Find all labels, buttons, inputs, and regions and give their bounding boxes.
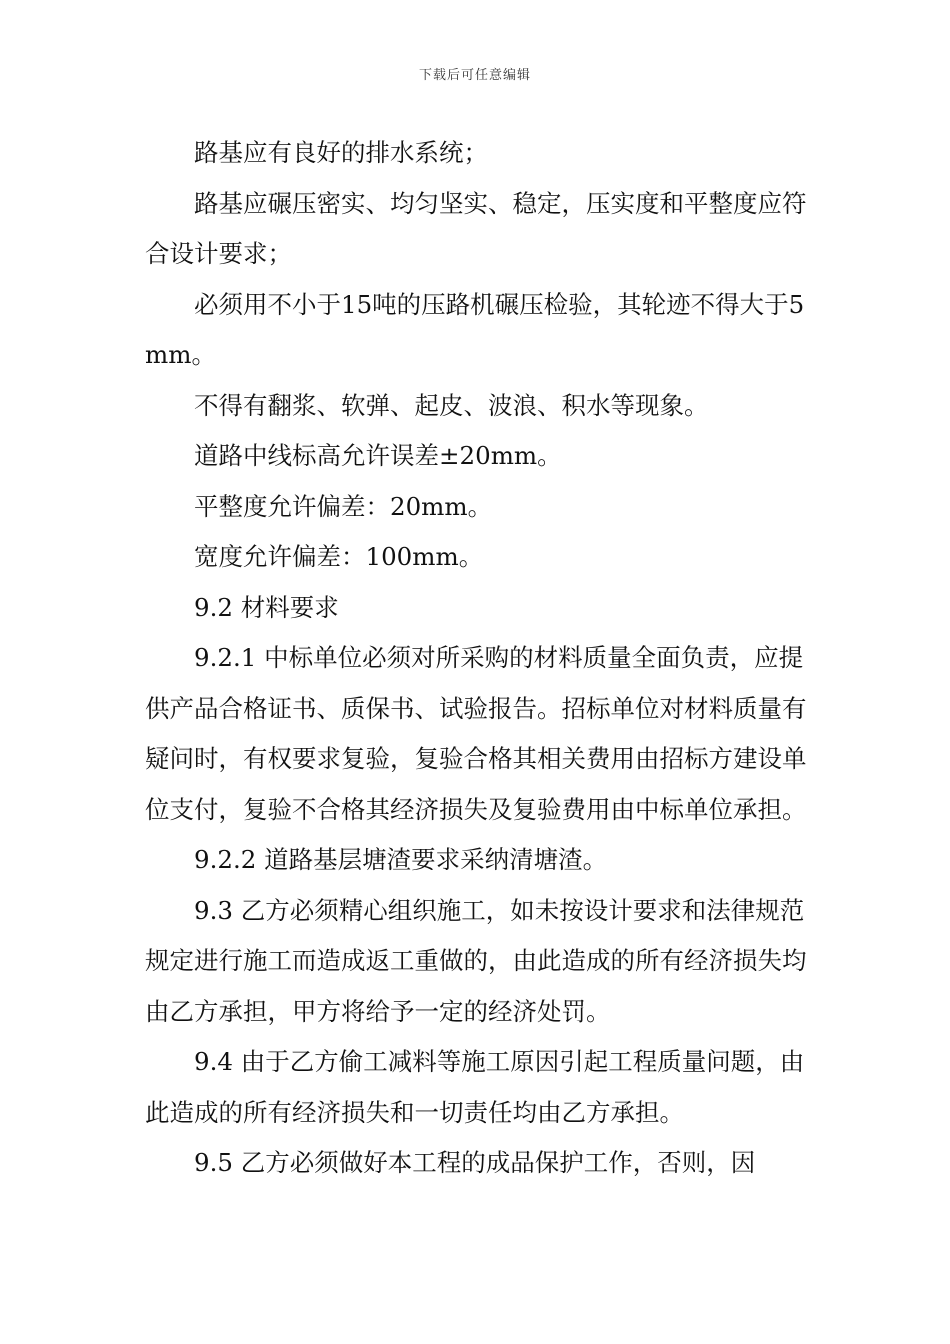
paragraph-9-4: 9.4 由于乙方偷工减料等施工原因引起工程质量问题，由此造成的所有经济损失和一切责任均由乙方承担。 [145,1047,805,1127]
paragraph-drainage: 路基应有良好的排水系统； [194,138,488,167]
paragraph-flatness-tolerance: 平整度允许偏差：20mm。 [194,491,493,521]
document-body [145,128,810,1189]
section-heading-9-2: 9.2 材料要求 [194,592,339,622]
paragraph-centerline-tolerance: 道路中线标高允许误差±20mm。 [194,441,562,470]
page-header: 下载后可任意编辑 [418,68,531,83]
paragraph-9-5: 9.5 乙方必须做好本工程的成品保护工作，否则，因 [194,1148,756,1177]
paragraph-width-tolerance: 宽度允许偏差：100mm。 [194,542,484,571]
paragraph-compaction: 路基应碾压密实、均匀坚实、稳定，压实度和平整度应符合设计要求； [145,188,807,268]
paragraph-9-2-2: 9.2.2 道路基层塘渣要求采纳清塘渣。 [194,845,608,874]
paragraph-roller-test: 必须用不小于15吨的压路机碾压检验，其轮迹不得大于5mm。 [145,289,805,369]
paragraph-9-2-1: 9.2.1 中标单位必须对所采购的材料质量全面负责，应提供产品合格证书、质保书、试验报告。招标单位对材料质量有疑问时，有权要求复验，复验合格其相关费用由招标方建设单位支付，复验不合格其经济损失及复验费用由中标单位承担。 [145,643,807,824]
paragraph-9-3: 9.3 乙方必须精心组织施工，如未按设计要求和法律规范规定进行施工而造成返工重做的，由此造成的所有经济损失均由乙方承担，甲方将给予一定的经济处罚。 [145,895,807,1026]
paragraph-defects: 不得有翻浆、软弹、起皮、波浪、积水等现象。 [194,390,709,420]
